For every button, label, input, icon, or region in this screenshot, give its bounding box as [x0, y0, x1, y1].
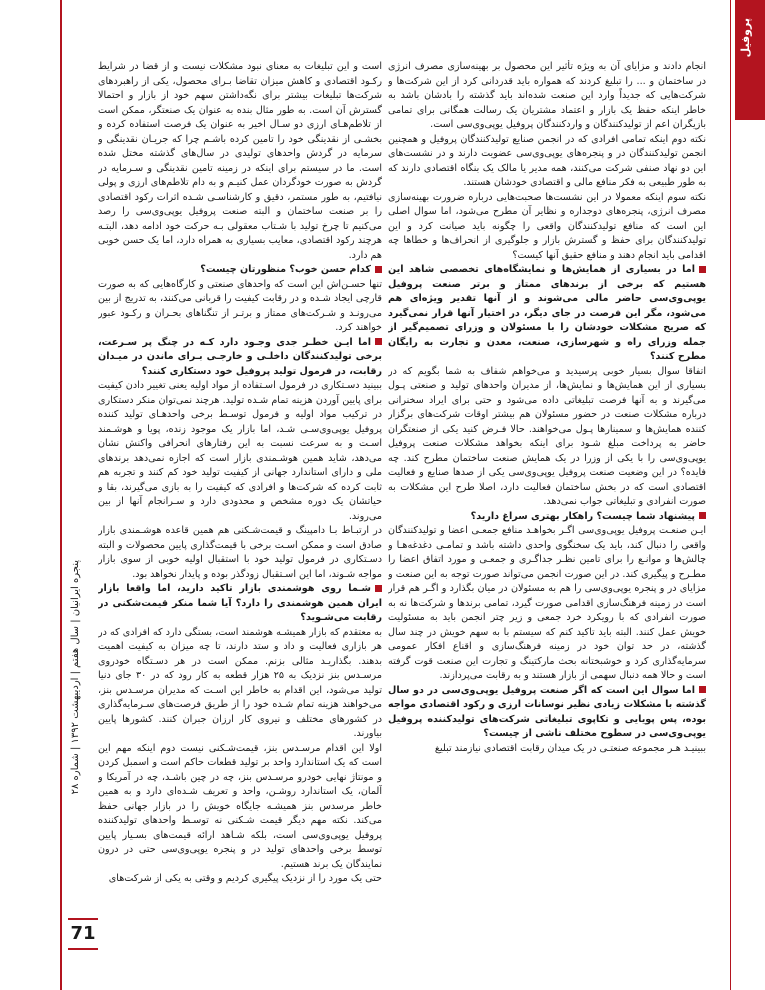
- section-label: پروفیل: [739, 18, 752, 58]
- issue-info: پنجره ایرانیان | سال هفتم | اردیبهشت ۱۳۹۲ | شماره ۲۸: [70, 560, 81, 795]
- paragraph: اولا این اقدام مرسـدس بنز، قیمت‌شـکنی نیست دوم اینکه مهم این است که یک استاندارد واحد بر تولید قطعات حاکم است و اسمبل کردن و مونتاژ نهایی خودرو مرسـدس بنز، چه در چین باشـد، چه در آمریکا و آلمان، یک استاندارد روشـن، واحد و تعریف شـده‌ای دارد و به همین خاطر مرسدس بنز همیشـه جایگاه خویش را در بازار جهانی حفظ می‌کند. نکته مهم دیگر قیمت شـکنی نه توسـط واحدهای تولیدکننده پروفیل یوپی‌وی‌سی است، بلکه شـاهد ارائه قیمت‌های بسـیار پایین توسط برخی واحدهای تولید در و پنجره یوپی‌وی‌سی حتی در درون نمایندگان یک برند هستیم.: [98, 742, 382, 870]
- paragraph: اتفاقا سوال بسیار خوبی پرسیدید و می‌خواهم شفاف به شما بگویم که در بسیاری از این همایش‌ها و نمایش‌ها، از مدیران واحدهای تولید و صنعتی پـول می‌گیرند و به آنها فرصت تبلیغاتی داده می‌شود و حتی برای ایراد سخنرانی درباره مشکلات صنعت در حضور مسئولان هم بیشتر اوقات شرکت‌های برگزار کننده همایش‌ها و سمینارها پـول می‌خواهند. حالا فـرض کنید یکی از صنعتگران حاضر به پرداخت مبلغ شـود برای اینکه بخواهد مشکلات صنعت پروفیل یوپی‌وی‌سی را با یکی از وزرا در یک همایش صنعت ساختمان مطرح کند. چه فایده؟ در این وضعیت صنعت پروفیل یوپی‌وی‌سی یکی از صدها صنایع و فعالیت اقتصادی است که در بخش ساختمان فعالیت دارد، اصلا طرح این مشکلات به صورت انفرادی و تبلیغاتی جواب نمی‌دهد.: [388, 365, 706, 507]
- left-column: [98, 60, 382, 970]
- paragraph: است و این تبلیغات به معنای نبود مشکلات نیست و از قضا در شرایط رکـود اقتصادی و کاهش میزان تقاضا بـرای محصول، یکی از راهبردهای شرکت‌ها تبلیغات بیشتر برای نگه‌داشتن سهم خود از بازار و احتمالا گسترش آن است. به طور مثال بنده به عنوان یک صنعتگر، ممکن است از تلاطم‌هـای ارزی دو سـال اخیر به عنوان یک فرصت استفاده کرده و بخشـی از نقدینگی خود را تامین کرده باشـم چرا که جریـان نقدینگی و سرمایه در گردش واحدهای تولیدی در سال‌های گذشته مختل شده است. ما در سیستم برای اینکه در زمینه تامین نقدینگی و سـرمایه در گردش به صورت خودگردان عمل کنیـم و به دام تلاطم‌های ارزی و پولی نیافتیم، به طور مستمر، دقیق و کارشناسـی شـده اثرات رکود اقتصادی را بر صنعت ساختمان و البته صنعت پروفیل یوپی‌وی‌سی را رصد می‌کنیم تا چرخ تولید با شـتاب معقولی بـه حرکت خود ادامه دهد، البتـه هرچند رکود اقتصادی، معایب بسیاری به همراه دارد، اما یک حسن خوبی هم دارد.: [98, 61, 382, 261]
- paragraph: حتی یک مورد را از نزدیک پیگیری کردیم و وقتی به یکی از شرکت‌های: [108, 873, 382, 884]
- page-number: 71: [68, 918, 98, 950]
- paragraph: تنها حسـن‌اش این است که واحدهای صنعتی و کارگاه‌هایی که به صورت قارچی ایجاد شـده و در رقابت کیفیت را قربانی می‌کنند، به تدریج از بین می‌رونـد و شـرکت‌های ممتاز و برتـر از تنگناهای بحـران و رکـود عبور خواهند کرد.: [98, 278, 382, 333]
- interview-question: کدام حسن خوب؟ منظورتان چیست؟: [98, 263, 382, 278]
- paragraph: نکته سوم اینکه معمولا در این نشست‌ها صحبت‌هایی درباره ضرورت بهینه‌سازی مصرف انرژی، پنجره‌های دوجداره و نظایر آن مطرح می‌شود، اما سوال اصلی این است که منافع تولیدکنندگان واقعی را چگونه باید صیانت کرد و این تولیدکنندگان برای حفظ و گسترش بازار و جلوگیری از انحراف‌ها و خطاها چه اقدامی باید انجام دهند و منافع حقیق آنها کیست؟: [388, 191, 706, 261]
- paragraph: ببینید دسـتکاری در فرمول اسـتفاده از مواد اولیه یعنی تغییر دادن کیفیت برای پایین آوردن هزینه تمام شـده تولید. هرچند نمی‌توان منکر دستکاری در ترکیب مواد اولیه و فرمول توسـط برخی واحدهـای تولید کننده پروفیل یوپی‌وی‌سـی شـد، اما بازار یک موجود زنده، پویا و هوشـمند اسـت و به سرعت نسبت به این رفتارهای انحرافی واکنش نشان می‌دهد، شاید همین هوشـمندی بازار است که اجازه نمی‌دهد برندهای ملی و دارای استاندارد جهانی از کیفیت تولید خود کم کنند و تجربه هم ثابت کرده که شرکت‌ها و افرادی که کیفیت را به بازی می‌گیرند، بقا و حیاتشان یک دوره مشخص و محدودی دارد و سـرانجام آنها از بین می‌روند.: [98, 380, 382, 522]
- interview-question: پیشنهاد شما چیست؟ راهکار بهتری سراغ دارید؟: [388, 510, 706, 525]
- right-column: [388, 60, 706, 970]
- paragraph: انجام دادند و مزایای آن به ویژه تأثیر این محصول بر بهینه‌سازی مصرف انرژی در ساختمان و ... را تبلیغ کردند که همواره باید قدردانی کرد از این شرکت‌ها و شرکت‌هایی که جدیداً وارد این صنعت شده‌اند باید گذشته را بادشان باشد به خاطر اینکه حفظ یک بازار و اعتماد مشتریان یک رسالت همگانی برای تمامی بازیگران اعم از تولیدکنندگان و واردکنندگان پروفیل یوپی‌وی‌سی است.: [388, 61, 706, 130]
- interview-question: اما سوال این است که اگر صنعت پروفیل یوپی‌وی‌سی در دو سال گذشته با مشکلات زیادی نظیر نوسانات ارزی و رکود اقتصادی مواجه بوده، پس پویایی و تکاپوی تبلیغاتی شرکت‌های تولیدکننده پروفیل یوپی‌وی‌سی در سطوح مختلف ناشی از چیست؟: [388, 684, 706, 742]
- right-rail: [730, 0, 765, 990]
- section-tab: [735, 0, 765, 120]
- paragraph: ببینیـد هـر مجموعه صنعتـی در یک میدان رقابت اقتصادی نیازمند تبلیغ: [434, 742, 706, 754]
- paragraph: به معتقدم که بازار همیشـه هوشمند است، بستگی دارد که افرادی که در هر بازاری فعالیت و داد و ستد دارند، تا چه میزان به کیفیت اهمیت بدهند. بگذاریـد مثالی بزنم. ممکن است در هر دسـتگاه خودروی مرسـدس بنز نزدیک به ۲۵ هزار قطعه به کار رود که در ۳۰ جای دنیا تولید می‌شود، این اقدام به خاطر این اسـت که مدیران مرسـدس بنز، می‌خواهند هزینه تمام شـده خود را از طریق فرصت‌های سـرمایه‌گذاری در کشورهای مختلف و نیروی کار ارزان جبران کنند. کشورها پایین بیاورند.: [98, 626, 382, 739]
- interview-question: اما در بسیاری از همایش‌ها و نمایشگاه‌های تخصصی شاهد این هستیم که برخی از برندهای ممتاز و برتر صنعت پروفیل یوپی‌وی‌سی حاضر مالی می‌شوند و از آنها تقدیر ویژه‌ای هم می‌شود، مگر این فرصت در جای دیگر، در اختیار آنها قرار نمی‌گیرد که صریح مشکلات خودشان را با مسئولان و وزرای تصمیم‌گیر از جمله وزرای راه و شهرسازی، صنعت، معدن و تجارت به رایگان مطرح کنند؟: [388, 263, 706, 365]
- interview-question: شـما روی هوشمندی بازار تاکید دارید، اما واقعا بازار ایران همین هوشمندی را دارد؟ آیا شما منکر قیمت‌شکنی در رقابت می‌شـوید؟: [98, 582, 382, 626]
- paragraph: در ارتبـاط بـا دامپینگ و قیمت‌شـکنی هم همین قاعده هوشـمندی بازار صادق است و ممکن اسـت برخی با قیمت‌گذاری پایین محصولات و البته دسـتکاری در فرمول تولید خود با استقبال اولیه خوبی از سوی بازار مواجه شـوند، اما این اسـتقبال زودگذر بوده و پایدار نخواهد بود.: [98, 525, 382, 580]
- left-rail: [60, 0, 62, 990]
- paragraph: نکته دوم اینکه تمامی افرادی که در انجمن صنایع تولیدکنندگان پروفیل و همچنین انجمن تولیدکنندگان در و پنجره‌های یوپی‌وی‌سی عضویت دارند و در نشست‌های این دو نهاد صنفی شرکت می‌کنند، همه مدیر یا مالک یک بنگاه اقتصادی دارند که به طور طبیعی به فکر منافع مالی و اقتصادی خودشان هستند.: [388, 133, 706, 188]
- paragraph: ایـن صنعـت پروفیل یوپی‌وی‌سی اگـر بخواهـد منافع جمعـی اعضا و تولیدکنندگان واقعی را دنبال کند، باید یک سخنگوی واحدی داشته باشد و تمامـی دغدغه‌هـا و چالش‌ها و موانـع را برای تامین نظـر جداگـری و جمعـی و مورد اتفاق اعضا را مطـرح و پیگیری کند. در این صورت انجمن می‌تواند صورت توجه به این صنعت و مزایای در و پنجره یوپی‌وی‌سی را هم به مسئولان در میان بگذارد و اگـر هم قرار است در زمینه فرهنگ‌سازی اقدامی صورت گیرد، تمامی برندها و شرکت‌ها نه به صورت انفرادی که با رویکرد خرد جمعی و زیر چتر انجمن باید به مسئولیت خویش عمل کنند. البته باید تاکید کنم که سیستم با به سهم خویش در چند سال گذشته، در حد توان خود در زمینه فرهنگ‌سازی و اقناع افکار عمومی سرمایه‌گذاری کرد و خوشبختانه بحث مارکتینگ و تجارت این صنعت قوت گرفته است و حالا همه دنبال سهمی از بازار هستند و به رقابت می‌پردازند.: [388, 525, 706, 681]
- interview-question: اما ایـن خطـر جدی وجـود دارد کـه در چنگ پر سـرعت، برخی تولیدکنندگان داخلـی و خارجـی بـرای ماندن در میـدان رقابت، در فرمول تولید پروفیل خود دستکاری کنند؟: [98, 336, 382, 380]
